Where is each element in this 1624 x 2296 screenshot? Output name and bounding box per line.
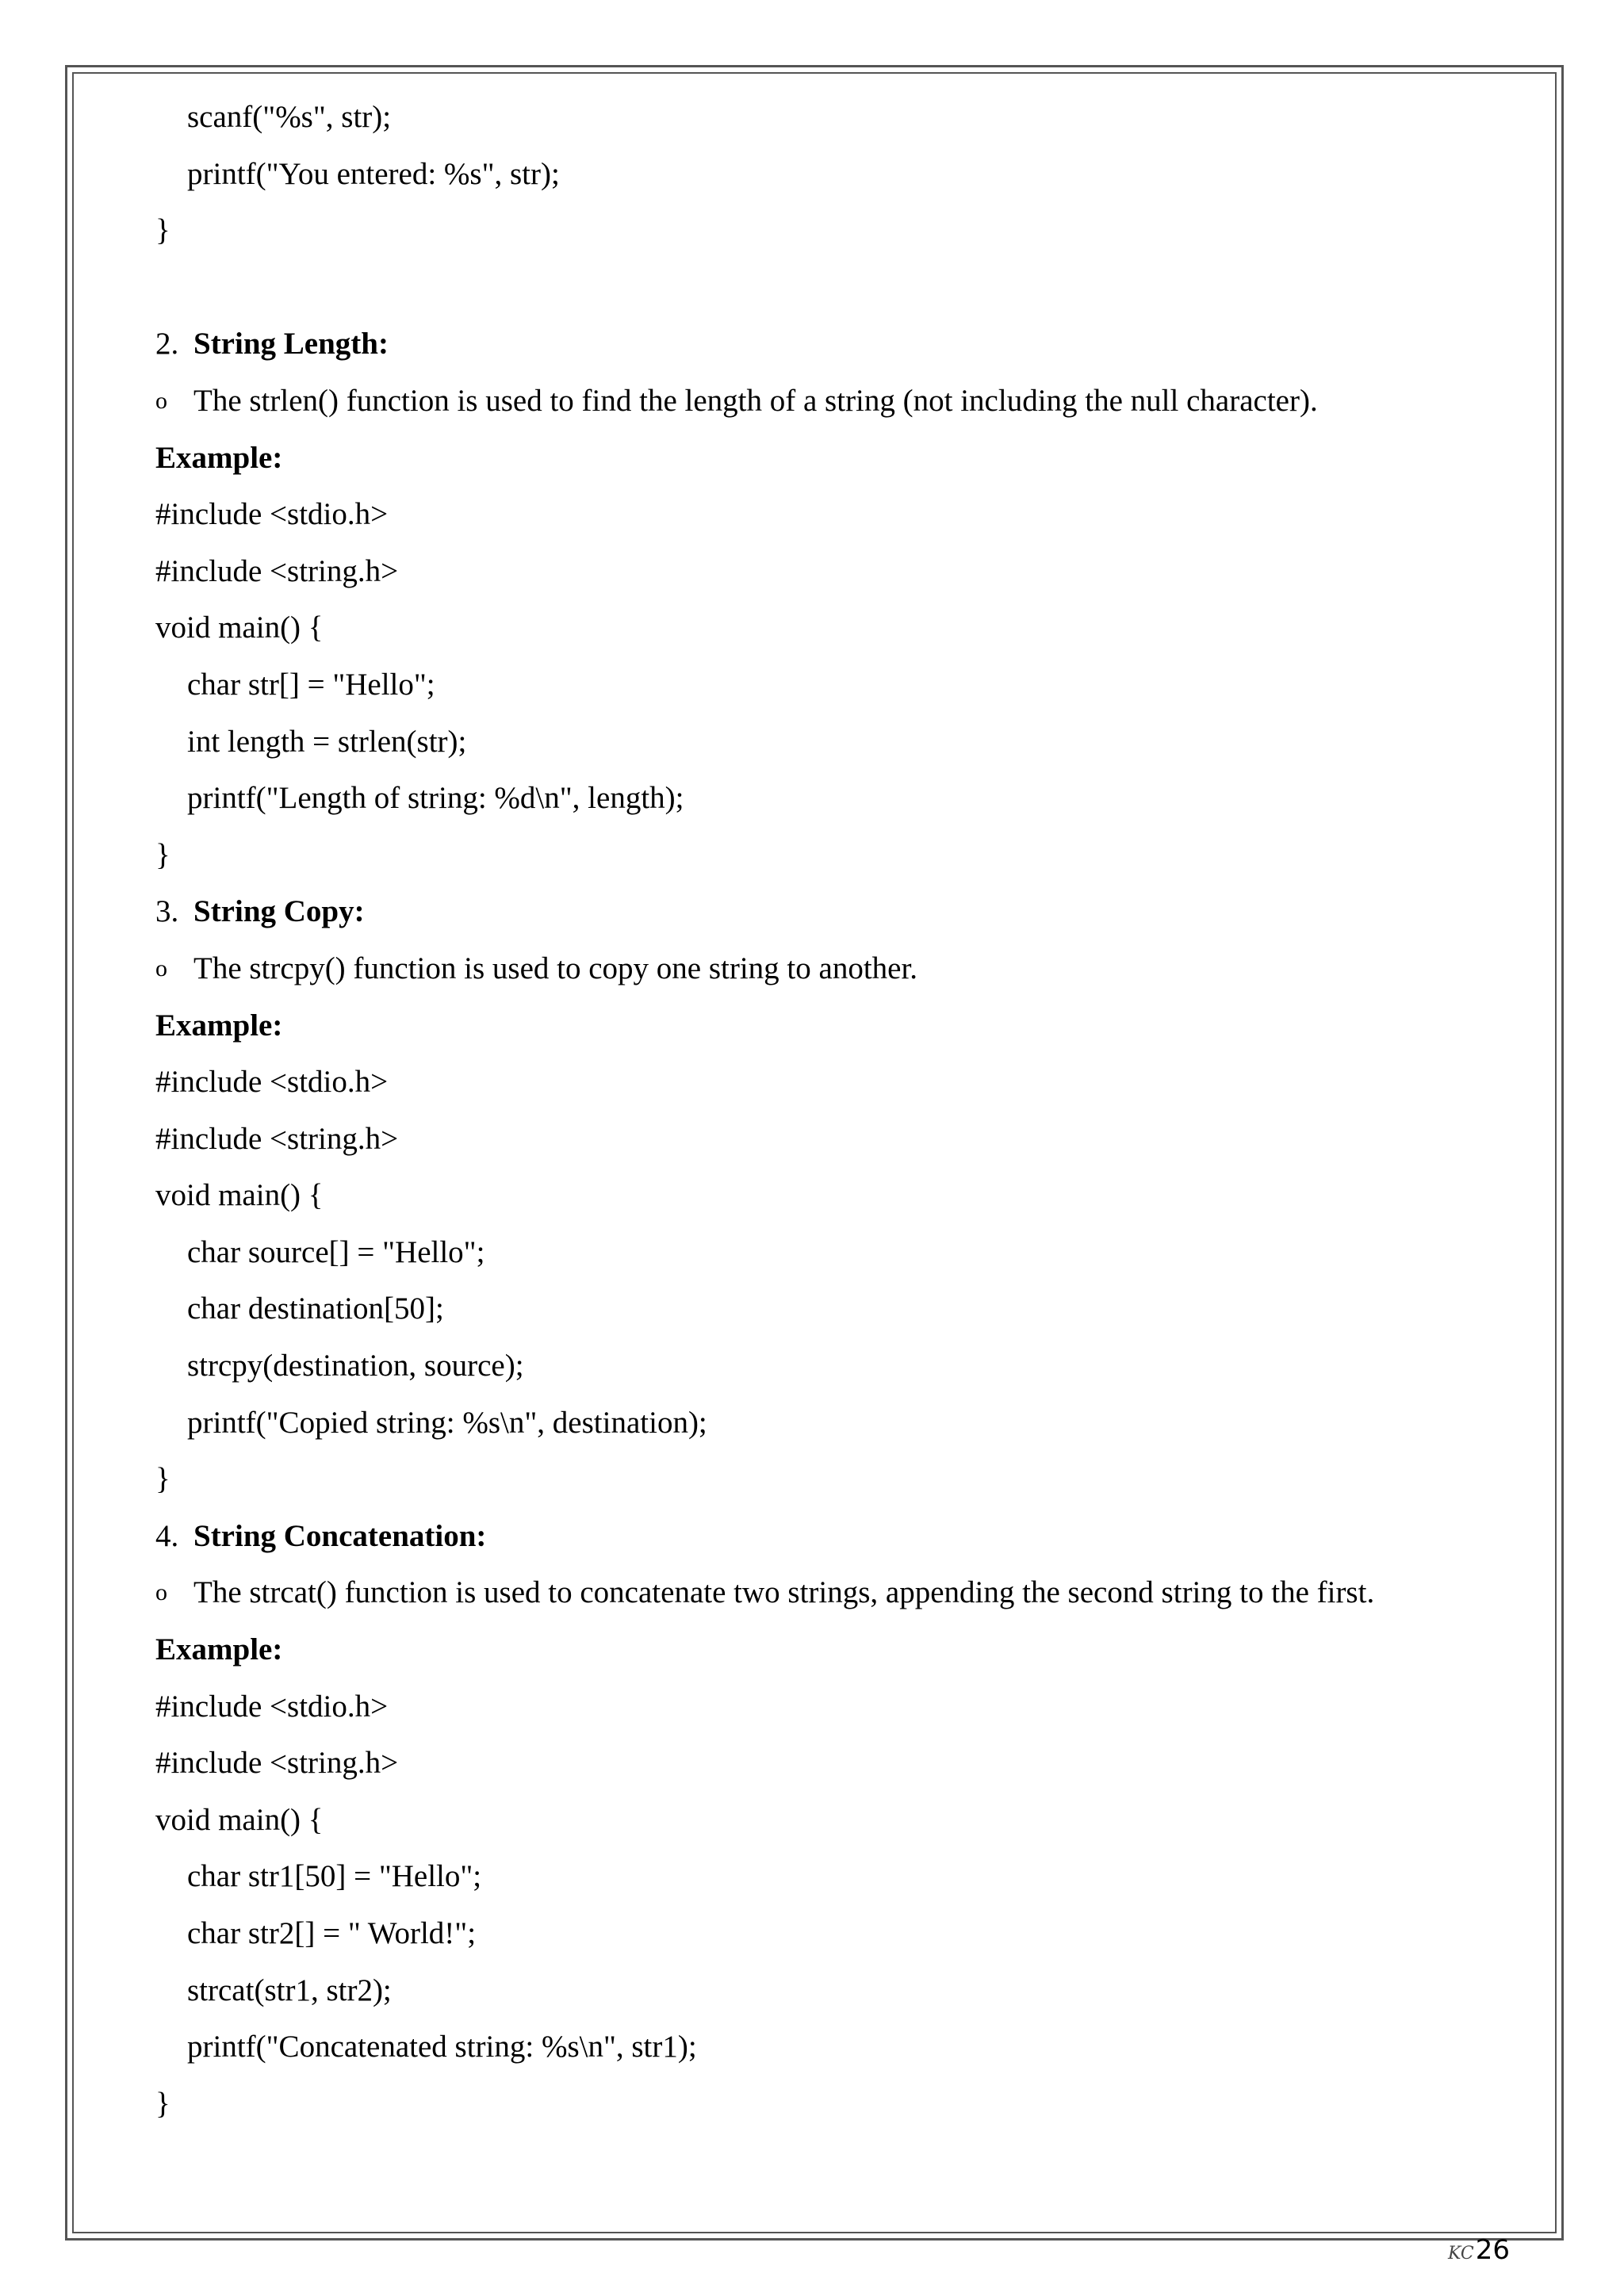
code-line: #include <string.h>	[155, 553, 399, 588]
code-line: void main() {	[155, 610, 324, 645]
code-line: }	[155, 213, 170, 248]
bullet-icon: o	[155, 1579, 167, 1606]
code-line: #include <string.h>	[155, 1121, 399, 1156]
code-line: printf("You entered: %s", str);	[187, 156, 560, 191]
spacer	[155, 259, 1519, 316]
bullet-text: The strcpy() function is used to copy one string to another.	[193, 951, 918, 985]
code-line: strcpy(destination, source);	[187, 1349, 524, 1383]
code-line: printf("Concatenated string: %s\n", str1);	[187, 2030, 697, 2064]
code-line: }	[155, 837, 170, 872]
example-label: Example:	[155, 440, 283, 475]
section-title: String Length:	[193, 327, 389, 362]
section-title: String Concatenation:	[193, 1518, 487, 1553]
code-line: printf("Copied string: %s\n", destination);	[187, 1405, 707, 1440]
code-line: printf("Length of string: %d\n", length);	[187, 781, 684, 816]
bullet-item	[155, 940, 1519, 997]
code-line: #include <string.h>	[155, 1746, 399, 1781]
code-line: int length = strlen(str);	[187, 724, 467, 759]
code-line: }	[155, 1462, 170, 1497]
section-number: 3.	[155, 894, 179, 929]
page-footer	[1448, 2234, 1510, 2270]
section-heading-string-concatenation	[155, 1508, 1519, 1565]
code-line: char destination[50];	[187, 1292, 444, 1326]
section-heading-string-copy	[155, 883, 1519, 940]
code-line: char str[] = "Hello";	[187, 667, 435, 702]
code-line: #include <stdio.h>	[155, 1065, 389, 1100]
section-heading-string-length	[155, 316, 1519, 373]
example-label: Example:	[155, 1008, 283, 1043]
code-line: #include <stdio.h>	[155, 1689, 389, 1724]
page-number: 26	[1475, 2234, 1510, 2266]
bullet-item	[155, 373, 1519, 430]
page-content	[155, 89, 1519, 2132]
code-line: scanf("%s", str);	[187, 100, 392, 134]
code-line: #include <stdio.h>	[155, 497, 389, 532]
author-logo-icon: KC	[1448, 2244, 1474, 2263]
section-number: 2.	[155, 327, 179, 362]
bullet-icon: o	[155, 955, 167, 982]
code-line: strcat(str1, str2);	[187, 1973, 392, 2007]
code-line: void main() {	[155, 1802, 324, 1837]
section-number: 4.	[155, 1518, 179, 1553]
section-title: String Copy:	[193, 894, 365, 929]
example-label: Example:	[155, 1632, 283, 1667]
code-line: char source[] = "Hello";	[187, 1234, 485, 1269]
bullet-text: The strlen() function is used to find the length of a string (not including the null character).	[193, 383, 1318, 418]
code-line: char str2[] = " World!";	[187, 1916, 477, 1950]
code-line: void main() {	[155, 1178, 324, 1213]
bullet-item	[155, 1564, 1519, 1621]
bullet-text: The strcat() function is used to concatenate two strings, appending the second string to the first.	[193, 1575, 1375, 1610]
code-line: char str1[50] = "Hello";	[187, 1859, 482, 1894]
bullet-icon: o	[155, 387, 167, 414]
code-line: }	[155, 2086, 170, 2121]
